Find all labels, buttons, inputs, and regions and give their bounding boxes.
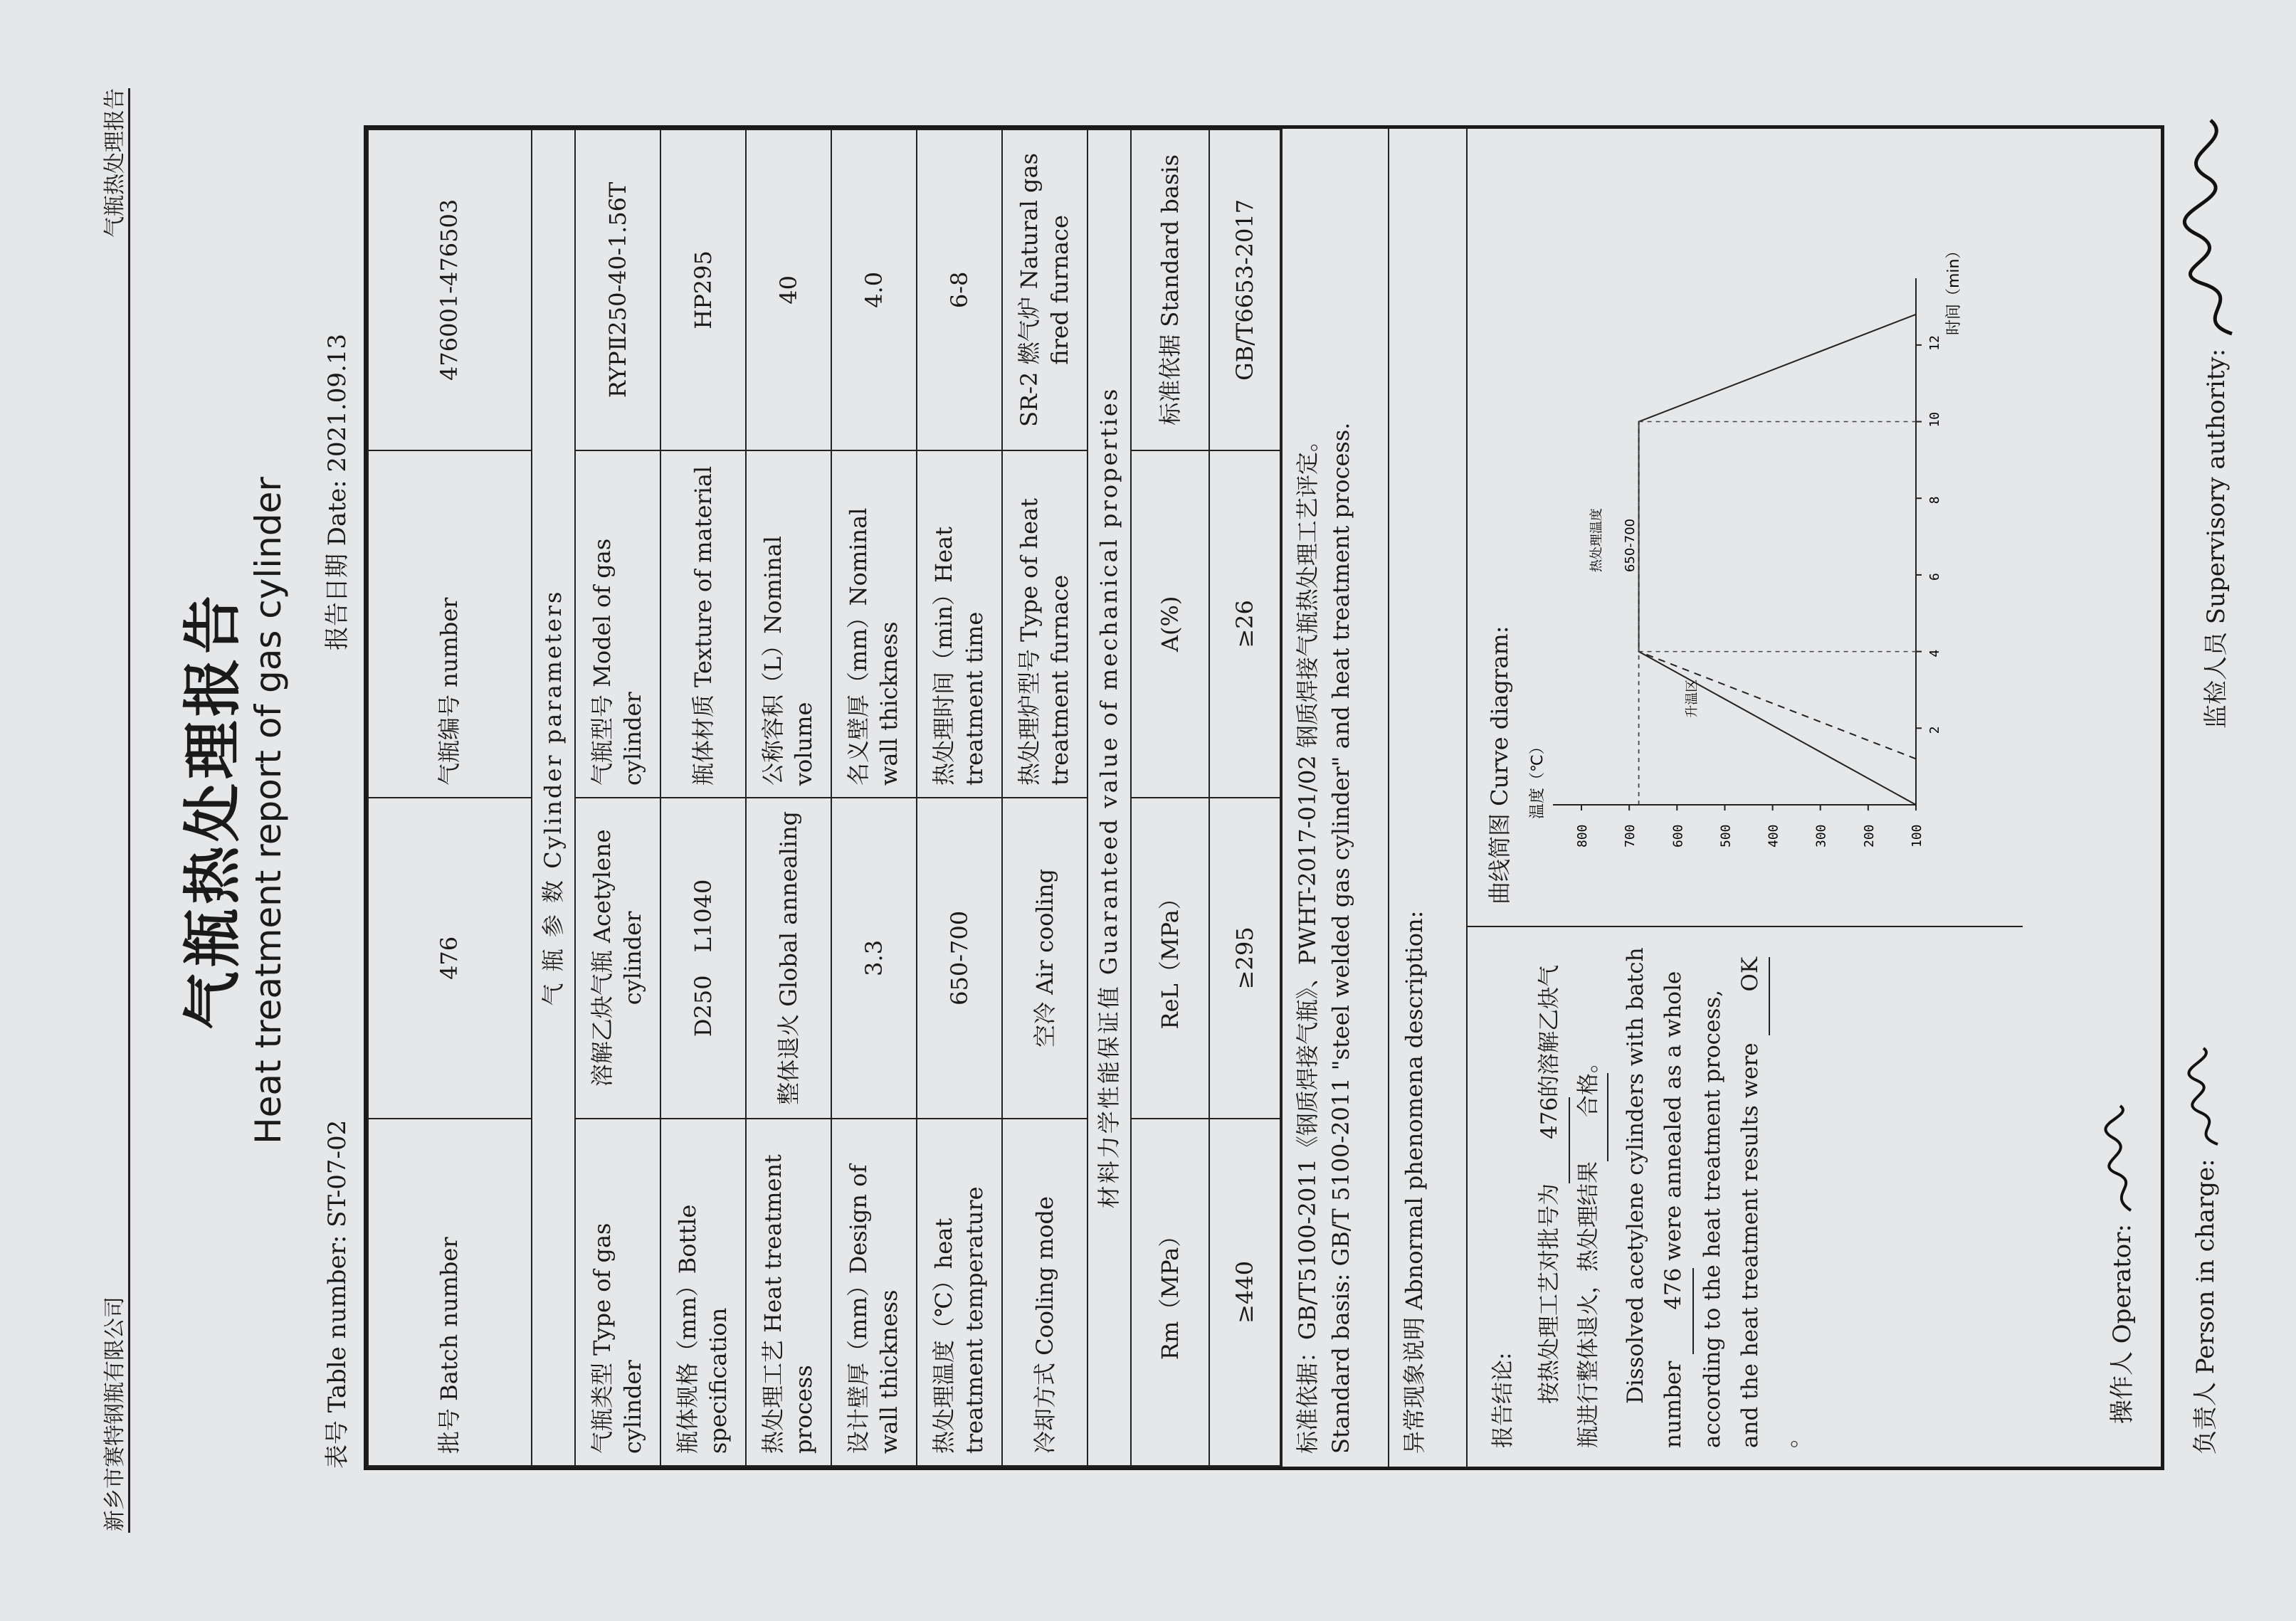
conclusion-zh-text: 按热处理工艺对批号为 <box>1537 1183 1563 1404</box>
param-label: 冷却方式 Cooling mode <box>1002 1119 1088 1466</box>
curve-annotation: 热处理温度 <box>1589 508 1605 573</box>
x-tick-label: 6 <box>1927 573 1943 581</box>
param-label: 气瓶型号 Model of gas cylinder <box>575 450 660 798</box>
report-date-label: 报告日期 Date: <box>323 480 352 650</box>
conclusion-en <box>1617 946 1807 1448</box>
param-value: SR-2 燃气炉 Natural gas fired furnace <box>1002 130 1088 450</box>
report-conclusion <box>1468 926 2023 1467</box>
param-value: 4.0 <box>831 130 917 450</box>
header-rule <box>128 88 130 1533</box>
x-tick-label: 2 <box>1927 726 1943 734</box>
param-label: 热处理时间（min）Heat treatment time <box>917 450 1002 798</box>
person-in-charge <box>2182 1045 2232 1454</box>
param-value: 3.3 <box>831 798 917 1119</box>
param-value: 整体退火 Global annealing <box>746 798 831 1119</box>
cylinder-number-label: 气瓶编号 number <box>368 450 532 798</box>
report-date <box>317 334 352 650</box>
param-label: 公称容积（L）Nominal volume <box>746 450 831 798</box>
param-label: 瓶体材质 Texture of material <box>660 450 746 798</box>
param-row <box>575 130 660 1466</box>
conclusion-zh-end: 。 <box>1575 1051 1601 1073</box>
param-value: 40 <box>746 130 831 450</box>
batch-label: 批号 Batch number <box>368 1119 532 1466</box>
conclusion-en-end: 。 <box>1776 1426 1802 1448</box>
operator-line <box>2102 1102 2145 1424</box>
conclusion-result-en: OK <box>1732 957 1771 1036</box>
x-tick-label: 8 <box>1927 496 1943 505</box>
param-row <box>660 130 746 1466</box>
conclusion-zh <box>1531 946 1608 1448</box>
batch-value: 476 <box>368 798 532 1119</box>
param-label: 热处理炉型号 Type of heat treatment furnace <box>1002 450 1088 798</box>
param-label: 热处理温度（℃）heat treatment temperature <box>917 1119 1002 1466</box>
header-tag: 气瓶热处理报告 <box>102 88 127 238</box>
mech-header-rm: Rm（MPa） <box>1131 1119 1209 1466</box>
x-tick-label: 12 <box>1927 335 1943 351</box>
param-label: 瓶体规格（mm）Bottle specification <box>660 1119 746 1466</box>
mech-header-a: A(%) <box>1131 450 1209 798</box>
mech-value-rm: ≥440 <box>1209 1119 1280 1466</box>
y-tick-label: 700 <box>1623 824 1638 848</box>
cylinder-number-value: 476001-476503 <box>368 130 532 450</box>
conclusion-batch-zh: 476 <box>1531 1097 1570 1183</box>
operator-label: 操作人 Operator: <box>2108 1224 2137 1424</box>
y-tick-label: 500 <box>1718 824 1734 848</box>
title-zh: 气瓶热处理报告 <box>179 591 247 1030</box>
param-value: 空冷 Air cooling <box>1002 798 1088 1119</box>
y-tick-label: 400 <box>1766 824 1781 848</box>
param-value: 650-700 <box>917 798 1002 1119</box>
param-label: 热处理工艺 Heat treatment process <box>746 1119 831 1466</box>
conclusion-en-text: were annealed as a whole according to the heat treatment process, and the heat treatment results were <box>1660 971 1763 1448</box>
curve-annotation: 升温区 <box>1685 679 1700 718</box>
mech-value-standard: GB/T6653-2017 <box>1209 130 1280 450</box>
conclusion-batch-en: 476 <box>1655 1268 1694 1354</box>
y-tick-label: 600 <box>1670 824 1686 848</box>
company-name: 新乡市赛特钢瓶有限公司 <box>102 1297 127 1531</box>
param-value: 6-8 <box>917 130 1002 450</box>
signatures <box>2182 88 2296 1454</box>
parameters-table <box>367 129 1281 1467</box>
mech-value-row <box>1209 130 1280 1466</box>
table-number-label: 表号 Table number: <box>323 1235 352 1469</box>
param-row <box>1002 130 1088 1466</box>
param-label: 设计壁厚（mm）Design of wall thickness <box>831 1119 917 1466</box>
conclusion-en-text: Dissolved acetylene cylinders with batch number <box>1623 947 1687 1448</box>
curve-annotation: 650-700 <box>1623 518 1638 573</box>
person-in-charge-label: 负责人 Person in charge: <box>2191 1158 2220 1454</box>
param-value: RYPⅡ250-40-1.56T <box>575 130 660 450</box>
param-row <box>831 130 917 1466</box>
person-in-charge-signature <box>2182 1045 2232 1151</box>
mech-header-standard: 标准依据 Standard basis <box>1131 130 1209 450</box>
y-tick-label: 100 <box>1910 824 1925 848</box>
param-value: 溶解乙炔气瓶 Acetylene cylinder <box>575 798 660 1119</box>
operator-signature <box>2102 1102 2145 1216</box>
title-en: Heat treatment report of gas cylinder <box>248 477 289 1144</box>
table-number <box>317 1120 352 1469</box>
standard-basis-en: Standard basis: GB/T 5100-2011 "steel welded gas cylinder" and heat treatment process. <box>1327 422 1354 1454</box>
y-axis-label: 温度（℃） <box>1529 739 1547 819</box>
document-page <box>61 46 2231 1575</box>
curve-title: 曲线简图 Curve diagram: <box>1486 625 1514 904</box>
curve-diagram <box>1468 129 2023 926</box>
y-tick-label: 800 <box>1575 824 1591 848</box>
param-row <box>746 130 831 1466</box>
param-value: HP295 <box>660 130 746 450</box>
x-axis-label: 时间（min） <box>1945 243 1964 335</box>
curve-series-1 <box>1639 652 1916 759</box>
abnormal-phenomena: 异常现象说明 Abnormal phenomena description: <box>1388 129 1466 1467</box>
table-number-value: ST-07-02 <box>323 1119 352 1227</box>
x-tick-label: 10 <box>1927 411 1943 428</box>
param-label: 名义壁厚（mm）Nominal wall thickness <box>831 450 917 798</box>
mech-header-row <box>1131 130 1209 1466</box>
y-tick-label: 300 <box>1814 824 1830 848</box>
conclusion-zh-text: 的溶解乙炔气瓶进行整体退火，热处理结果 <box>1537 964 1601 1448</box>
mech-value-rel: ≥295 <box>1209 798 1280 1119</box>
param-row <box>917 130 1002 1466</box>
supervisor-signature <box>2182 113 2253 341</box>
curve-series-0 <box>1639 315 1916 805</box>
conclusion-title: 报告结论: <box>1490 1352 1517 1448</box>
mech-value-a: ≥26 <box>1209 450 1280 798</box>
supervisory-authority <box>2182 113 2253 729</box>
standard-basis <box>1281 129 1388 1467</box>
heat-curve-chart <box>1529 243 1973 883</box>
supervisory-authority-label: 监检人员 Supervisory authority: <box>2202 348 2231 729</box>
x-tick-label: 4 <box>1927 649 1943 658</box>
report-frame <box>364 125 2164 1470</box>
bottom-section <box>1466 129 2023 1467</box>
standard-basis-zh: 标准依据：GB/T5100-2011《钢质焊接气瓶》、PWHT-2017-01/02 钢质焊接气瓶热处理工艺评定。 <box>1294 429 1322 1454</box>
report-date-value: 2021.09.13 <box>323 333 352 472</box>
param-label: 气瓶类型 Type of gas cylinder <box>575 1119 660 1466</box>
section-mechanical-properties: 材料力学性能保证值 Guaranteed value of mechanical properties <box>1088 130 1131 1466</box>
param-value: D250 L1040 <box>660 798 746 1119</box>
section-cylinder-parameters: 气 瓶 参 数 Cylinder parameters <box>532 130 575 1466</box>
conclusion-result-zh: 合格 <box>1570 1073 1609 1161</box>
y-tick-label: 200 <box>1862 824 1878 848</box>
mech-header-rel: ReL（MPa） <box>1131 798 1209 1119</box>
